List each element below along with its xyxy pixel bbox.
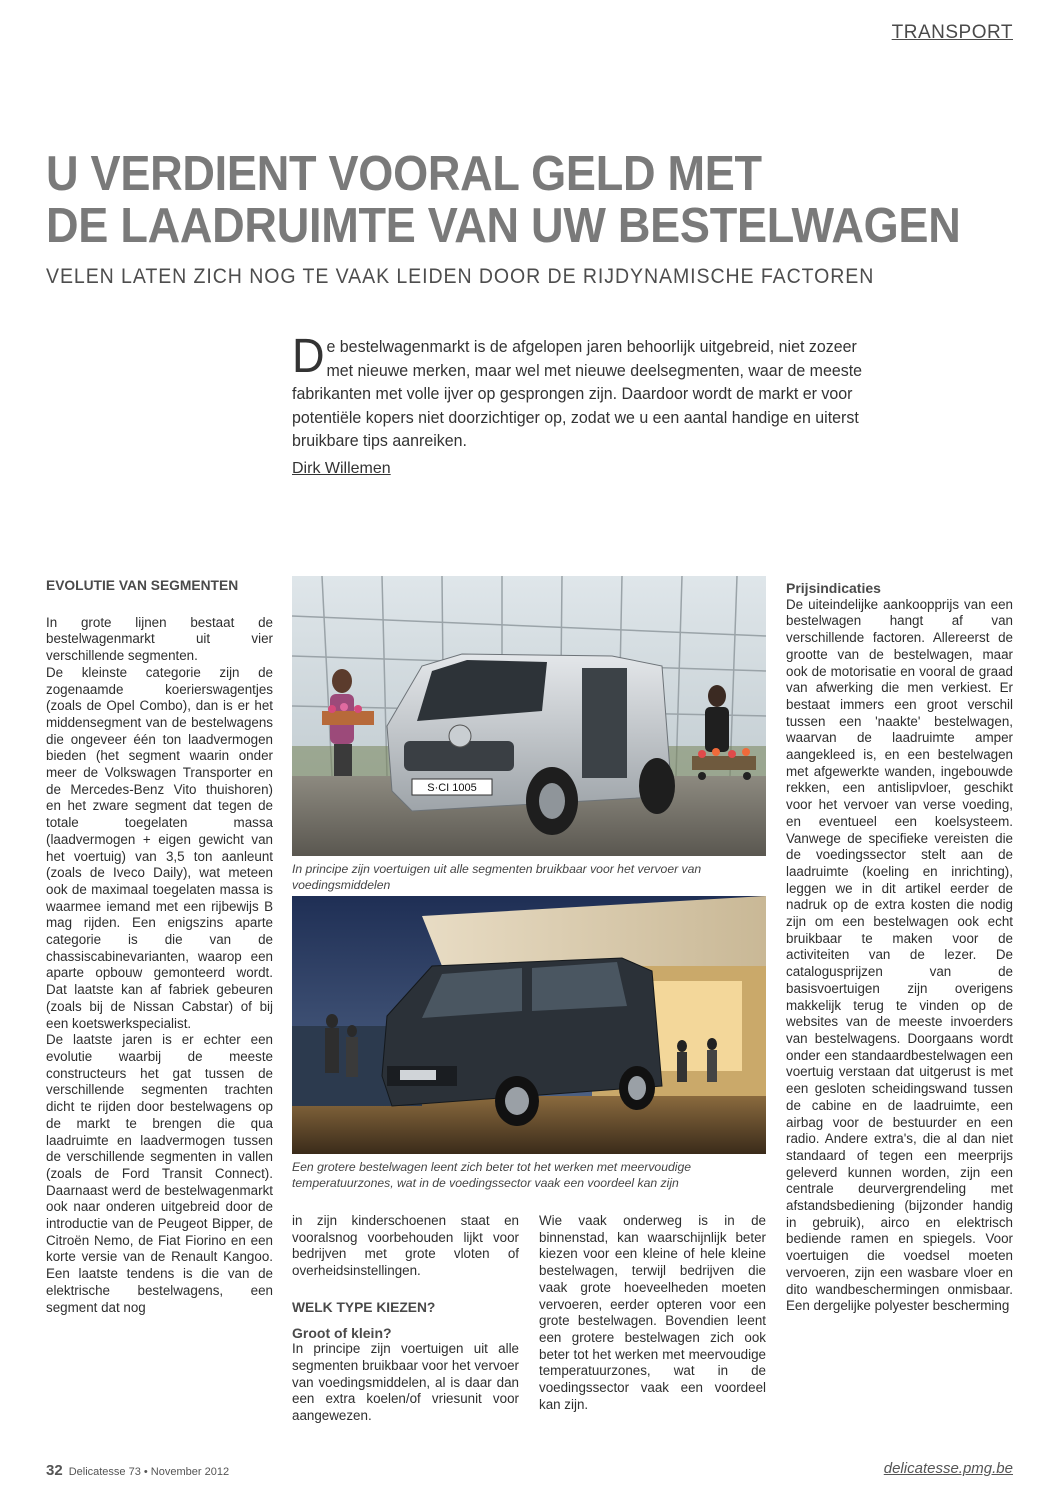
col4-paragraph-1: De uiteindelijke aankoopprijs van een bestelwagen hangt af van verschillende factoren. Allereerst de grootte van de bestelwagen, maar ook de motorisatie en vooral de graad van afwerking die men verkiest. Er bestaat immers een groot verschil tussen een 'naakte' bestelwagen, waarvan de laadruimte amper aangekleed is, en een bestelwagen met afgewerkte wanden, ingebouwde rekken, een antislipvloer, geschikt voor het vervoer van verse voeding, en eventueel een koelsysteem. Vanwege de specifieke vereisten die de voedingssector stelt aan de laadruimte (koeling en inrichting), leggen we in dit artikel eerder de nadruk op de extra kosten die nodig zijn om een bestelwagen ook echt bruikbaar te maken voor de activiteiten van de lezer. De catalogusprijzen van de basisvoertuigen zijn overigens makkelijk terug te vinden op de websites van de meeste invoerders van bestelwagens. Doorgaans wordt onder een standaardbestelwagen een voertuig verstaan dat uitgerust is met een gesloten scheidingswand tussen de cabine en de laadruimte, een airbag voor de bestuurder en een radio. Andere extra's, die al dan niet standaard of tegen een meerprijs geleverd kunnen worden, zijn een centrale deurvergrendeling met afstandsbediening (bijzonder handig in gebruik), airco en elektrisch bediende ramen en spiegels. Voor voertuigen die voedsel moeten vervoeren, zijn een wasbare vloer en dito wandbeschermingen onmisbaar. Een dergelijke polyester bescherming [786,596,1013,1314]
column-4 [786,580,1013,1315]
article-subtitle: VELEN LATEN ZICH NOG TE VAAK LEIDEN DOOR DE RIJDYNAMISCHE FACTOREN [46,265,875,288]
article-title [46,147,961,253]
section-heading-welk-type: WELK TYPE KIEZEN? [292,1299,436,1315]
author-byline[interactable]: Dirk Willemen [292,460,391,477]
column-2 [292,1213,519,1425]
title-line-2: DE LAADRUIMTE VAN UW BESTELWAGEN [46,199,961,253]
issue-info: Delicatesse 73 • November 2012 [68,1466,230,1478]
intro-text: e bestelwagenmarkt is de afgelopen jaren behoorlijk uitgebreid, niet zozeer met nieuwe merken, maar wel met nieuwe deelsegmenten, waar de meeste fabrikanten met volle ijver op gesprongen zijn. Daardoor wordt de markt er voor potentiële kopers niet doorzichtiger op, zodat we u een aantal handige en uiterst bruikbare tips aanreiken. [292,337,863,450]
photo-caption-top: In principe zijn voertuigen uit alle segmenten bruikbaar voor het vervoer van voedingsmiddelen [292,862,702,892]
col1-paragraph-2: De kleinste categorie zijn de zogenaamde koerierswagentjes (zoals de Opel Combo), dan is er het middensegment van de bestelwagens die ongeveer één ton laadvermogen bieden (het segment waarin onder meer de Volkswagen Transporter en de Mercedes-Benz Vito thuishoren) en het zware segment dat tegen de totale toegelaten massa (laadvermogen + eigen gewicht van het voertuig) van 3,5 ton aanleunt (zoals de Iveco Daily), wat meteen ook de maximaal toegelaten massa is waarmee iemand met een rijbewijs B mag rijden. Een enigszins aparte categorie is die van de chassiscabinevarianten, waarop een aparte opbouw gemonteerd wordt. Dat laatste kan af fabriek gebeuren (zoals bij de Nissan Cabstar) of bij een koetswerkspecialist. [46,664,273,1031]
dark-van-illustration [292,896,766,1154]
page-number: 32 [46,1462,63,1479]
col1-paragraph-3: De laatste jaren is er echter een evolutie waarbij de meeste constructeurs het gat tussen de verschillende segmenten trachten dicht te rijden door bestelwagens op de markt te brengen die qua laadruimte en laadvermogen tussen de verschillende segmenten in vallen (zoals de Ford Transit Connect). Daarnaast werd de bestelwagenmarkt ook naar onderen uitgebreid door de introductie van de Peugeot Bipper, de Citroën Nemo, de Fiat Fiorino en een korte versie van de Renault Kangoo. Een laatste tendens is die van de elektrische bestelwagens, een segment dat nog [46,1032,273,1315]
subheading-groot-of-klein: Groot of klein? [292,1324,392,1341]
subheading-prijsindicaties: Prijsindicaties [786,580,881,596]
column-3 [539,1213,766,1413]
photo-greenhouse-van [292,576,766,856]
photo-caption-bottom: Een grotere bestelwagen leent zich beter tot het werken met meervoudige temperatuurzones, wat in de voedingssector vaak een voordeel kan zijn [292,1160,692,1190]
website-link[interactable]: delicatesse.pmg.be [883,1460,1013,1477]
col3-paragraph-1: Wie vaak onderweg is in de binnenstad, kan waarschijnlijk beter kiezen voor een kleine of hele kleine bestelwagen, terwijl bedrijven die vaak grote hoeveelheden moeten vervoeren, eerder opteren voor een grote bestelwagen. Bovendien leent een grotere bestelwagen zich ook beter tot het werken met meervoudige temperatuurzones, wat in de voedingssector vaak een voordeel kan zijn. [539,1213,766,1412]
greenhouse-van-illustration [292,576,766,856]
col2-paragraph-1: in zijn kinderschoenen staat en vooralsnog voorbehouden lijkt voor bedrijven met grote vloten of overheidsinstellingen. [292,1213,519,1279]
intro-paragraph [292,330,875,453]
page-footer-info [46,1462,229,1479]
drop-cap: D [292,330,325,383]
section-heading-evolutie: EVOLUTIE VAN SEGMENTEN [46,578,239,593]
license-plate: S·CI 1005 [427,782,477,794]
section-tag: TRANSPORT [891,22,1013,43]
title-line-1: U VERDIENT VOORAL GELD MET [46,147,762,201]
col1-paragraph-1: In grote lijnen bestaat de bestelwagenmarkt uit vier verschillende segmenten. [46,614,273,664]
col2-paragraph-2: In principe zijn voertuigen uit alle segmenten bruikbaar voor het vervoer van voedingsmiddelen, al is daar dan een extra koelen/of vriesunit voor aangewezen. [292,1341,519,1424]
photo-dark-van [292,896,766,1154]
column-1 [46,578,273,1316]
